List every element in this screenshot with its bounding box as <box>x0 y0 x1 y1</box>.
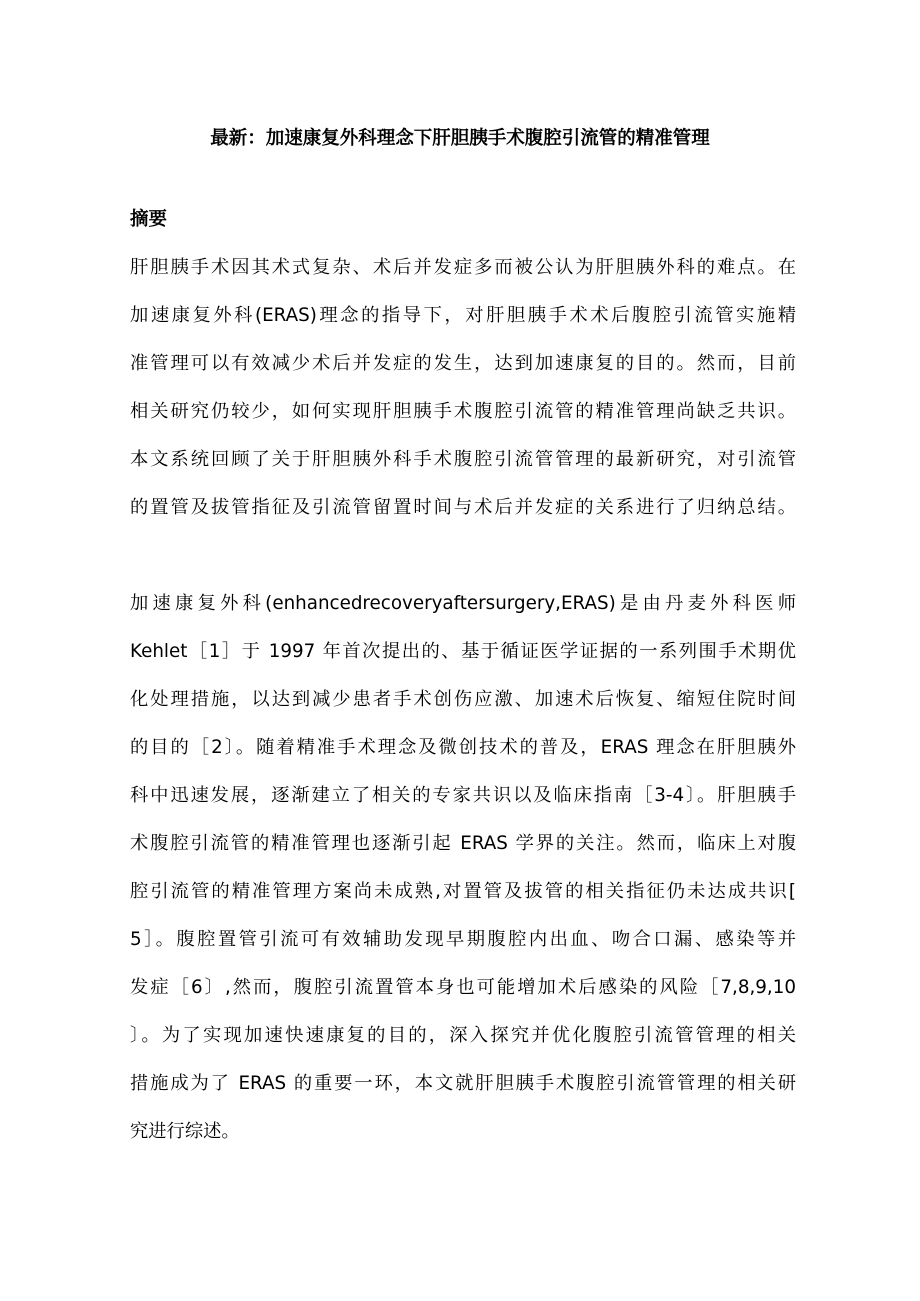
intro-line: 发症［6〕,然而，腹腔引流置管本身也可能增加术后感染的风险［7,8,9,10 <box>130 977 796 998</box>
abstract-line: 肝胆胰手术因其术式复杂、术后并发症多而被公认为肝胆胰外科的难点。在 <box>130 257 796 278</box>
intro-line: 〕。为了实现加速快速康复的目的，深入探究并优化腹腔引流管管理的相关 <box>130 1025 796 1046</box>
intro-line: 术腹腔引流管的精准管理也逐渐引起 ERAS 学界的关注。然而，临床上对腹 <box>130 833 796 854</box>
abstract-line: 本文系统回顾了关于肝胆胰外科手术腹腔引流管管理的最新研究，对引流管 <box>130 449 796 470</box>
introduction-paragraph <box>130 589 796 1165</box>
intro-line: 科中迅速发展，逐渐建立了相关的专家共识以及临床指南［3-4〕。肝胆胰手 <box>130 785 796 806</box>
abstract-heading: 摘要 <box>130 209 168 230</box>
abstract-paragraph <box>130 253 796 541</box>
intro-line: 化处理措施，以达到减少患者手术创伤应激、加速术后恢复、缩短住院时间 <box>130 689 796 710</box>
intro-line: Kehlet［1］于 1997 年首次提出的、基于循证医学证据的一系列围手术期优 <box>130 641 796 662</box>
document-title: 最新：加速康复外科理念下肝胆胰手术腹腔引流管的精准管理 <box>210 128 710 149</box>
abstract-line: 的置管及拔管指征及引流管留置时间与术后并发症的关系进行了归纳总结。 <box>130 497 796 518</box>
intro-line: 加速康复外科(enhancedrecoveryaftersurgery,ERAS)是由丹麦外科医师 <box>130 593 796 614</box>
abstract-line: 相关研究仍较少，如何实现肝胆胰手术腹腔引流管的精准管理尚缺乏共识。 <box>130 401 796 422</box>
intro-line: 究进行综述。 <box>130 1121 240 1142</box>
abstract-line: 准管理可以有效减少术后并发症的发生，达到加速康复的目的。然而，目前 <box>130 353 796 374</box>
intro-line: 腔引流管的精准管理方案尚未成熟,对置管及拔管的相关指征仍未达成共识[ <box>130 881 796 902</box>
abstract-line: 加速康复外科(ERAS)理念的指导下，对肝胆胰手术术后腹腔引流管实施精 <box>130 305 796 326</box>
intro-line: 的目的［2〕。随着精准手术理念及微创技术的普及，ERAS 理念在肝胆胰外 <box>130 737 796 758</box>
intro-line: 措施成为了 ERAS 的重要一环，本文就肝胆胰手术腹腔引流管管理的相关研 <box>130 1073 796 1094</box>
intro-line: 5］。腹腔置管引流可有效辅助发现早期腹腔内出血、吻合口漏、感染等并 <box>130 929 796 950</box>
